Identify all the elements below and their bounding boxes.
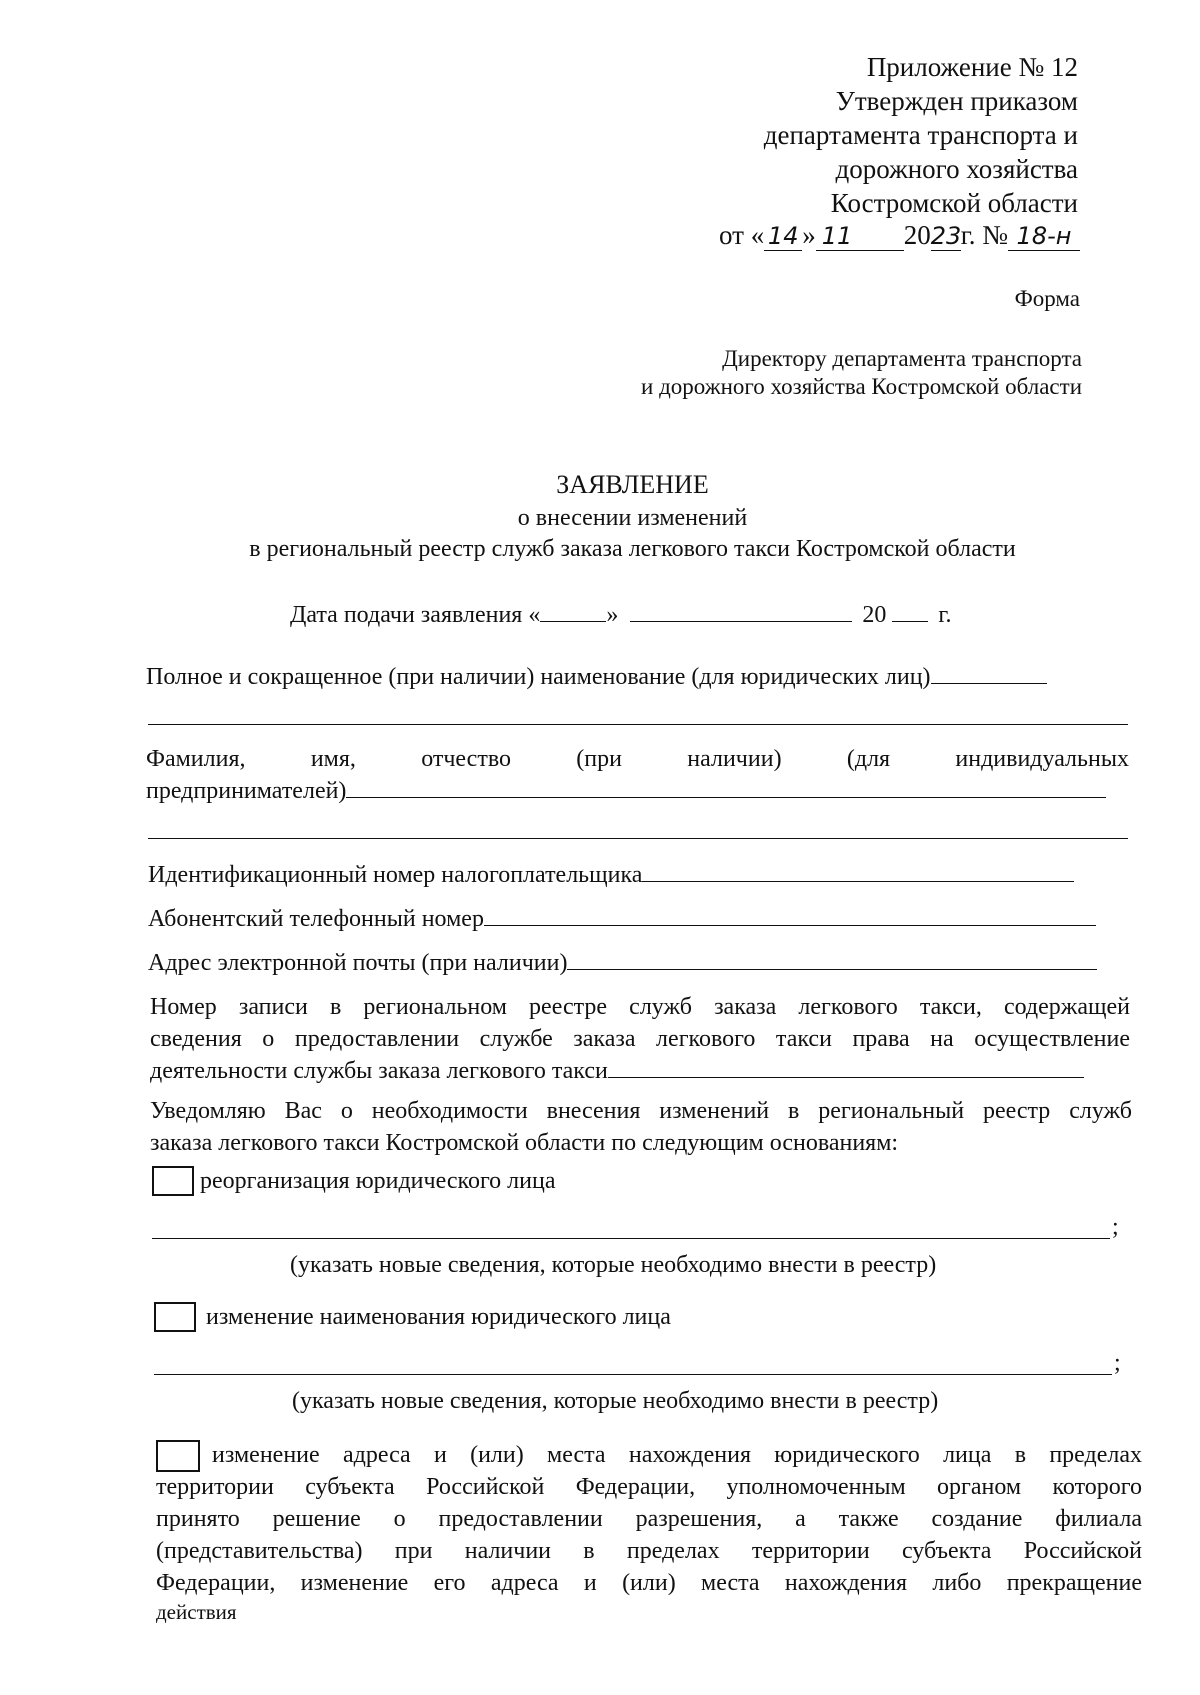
name-change-label: изменение наименования юридического лица bbox=[206, 1304, 671, 1330]
fio-word: отчество bbox=[421, 746, 511, 772]
addressee-line-2: и дорожного хозяйства Костромской области bbox=[641, 374, 1082, 399]
name-change-hint: (указать новые сведения, которые необходимо внести в реестр) bbox=[292, 1388, 939, 1414]
semicolon: ; bbox=[1114, 1350, 1121, 1376]
record-line-3: деятельности службы заказа легкового такси bbox=[150, 1058, 1084, 1085]
order-date-number: от « 14 » 11 2023г. № 18-н bbox=[719, 220, 1080, 251]
fio-word: (при bbox=[576, 746, 622, 772]
handwritten-month: 11 bbox=[816, 222, 904, 251]
address-change-line-6: действия bbox=[156, 1600, 237, 1624]
inn-blank[interactable] bbox=[642, 880, 1074, 882]
department-line-2: дорожного хозяйства bbox=[835, 154, 1078, 184]
submission-date-label: Дата подачи заявления « bbox=[290, 602, 541, 628]
address-change-line-5: Федерации, изменение его адреса и (или) места нахождения либо прекращение bbox=[156, 1570, 1142, 1596]
fio-word: наличии) bbox=[687, 746, 782, 772]
phone-label: Абонентский телефонный номер bbox=[148, 906, 484, 932]
day-blank[interactable] bbox=[540, 620, 606, 622]
fio-word: имя, bbox=[310, 746, 356, 772]
approved-by: Утвержден приказом bbox=[835, 86, 1078, 116]
handwritten-number: 18-н bbox=[1008, 222, 1080, 251]
handwritten-year: 23 bbox=[930, 222, 962, 250]
record-blank[interactable] bbox=[608, 1076, 1084, 1078]
department-line-1: департамента транспорта и bbox=[763, 120, 1078, 150]
document-title: ЗАЯВЛЕНИЕ bbox=[556, 470, 709, 499]
phone-blank[interactable] bbox=[484, 924, 1096, 926]
month-blank[interactable] bbox=[630, 620, 852, 622]
name-change-checkbox[interactable] bbox=[154, 1302, 196, 1332]
fio-word: Фамилия, bbox=[146, 746, 246, 772]
handwritten-day: 14 bbox=[764, 222, 802, 251]
addressee-line-1: Директору департамента транспорта bbox=[722, 346, 1082, 371]
region-line: Костромской области bbox=[830, 188, 1078, 218]
fio-row bbox=[146, 746, 1129, 773]
address-change-line-1: изменение адреса и (или) места нахождения юридического лица в пределах bbox=[212, 1442, 1142, 1468]
inn-label: Идентификационный номер налогоплательщика bbox=[148, 862, 643, 888]
address-change-checkbox[interactable] bbox=[156, 1440, 200, 1472]
reorganization-checkbox[interactable] bbox=[152, 1166, 194, 1196]
reorganization-label: реорганизация юридического лица bbox=[200, 1168, 556, 1194]
notice-line-1: Уведомляю Вас о необходимости внесения изменений в региональный реестр служб bbox=[150, 1098, 1132, 1124]
email-row bbox=[148, 950, 1097, 977]
fio-blank[interactable] bbox=[346, 796, 1106, 798]
address-change-line-4: (представительства) при наличии в пределах территории субъекта Российской bbox=[156, 1538, 1142, 1564]
fio-row-2: предпринимателей) bbox=[146, 778, 1106, 805]
address-change-line-3: принято решение о предоставлении разрешения, а также создание филиала bbox=[156, 1506, 1142, 1532]
year-blank[interactable] bbox=[892, 620, 928, 622]
reorganization-line[interactable] bbox=[152, 1238, 1110, 1239]
title-subtitle-1: о внесении изменений bbox=[517, 505, 748, 531]
full-name-blank[interactable] bbox=[931, 682, 1047, 684]
phone-row bbox=[148, 906, 1096, 933]
record-line-2: сведения о предоставлении службе заказа легкового такси права на осуществление bbox=[150, 1026, 1130, 1052]
full-name-label: Полное и сокращенное (при наличии) наименование (для юридических лиц) bbox=[146, 664, 931, 690]
name-change-line[interactable] bbox=[154, 1374, 1112, 1375]
appendix-number: Приложение № 12 bbox=[866, 52, 1078, 82]
inn-row bbox=[148, 862, 1074, 889]
notice-line-2: заказа легкового такси Костромской области по следующим основаниям: bbox=[150, 1130, 899, 1156]
reorganization-hint: (указать новые сведения, которые необходимо внести в реестр) bbox=[290, 1252, 937, 1278]
submission-date-row: Дата подачи заявления « » 20 г. bbox=[290, 602, 952, 628]
fio-word: индивидуальных bbox=[955, 746, 1129, 772]
email-blank[interactable] bbox=[567, 968, 1097, 970]
email-label: Адрес электронной почты (при наличии) bbox=[148, 950, 568, 976]
full-name-row bbox=[146, 664, 1047, 691]
fio-continuation-line[interactable] bbox=[148, 838, 1128, 839]
fio-word: (для bbox=[846, 746, 891, 772]
address-change-line-2: территории субъекта Российской Федерации, уполномоченным органом которого bbox=[156, 1474, 1142, 1500]
semicolon: ; bbox=[1112, 1214, 1119, 1240]
full-name-continuation-line[interactable] bbox=[148, 724, 1128, 725]
title-subtitle-2: в региональный реестр служб заказа легкового такси Костромской области bbox=[249, 536, 1016, 562]
record-line-1: Номер записи в региональном реестре служб заказа легкового такси, содержащей bbox=[150, 994, 1130, 1020]
form-label: Форма bbox=[1014, 286, 1080, 311]
